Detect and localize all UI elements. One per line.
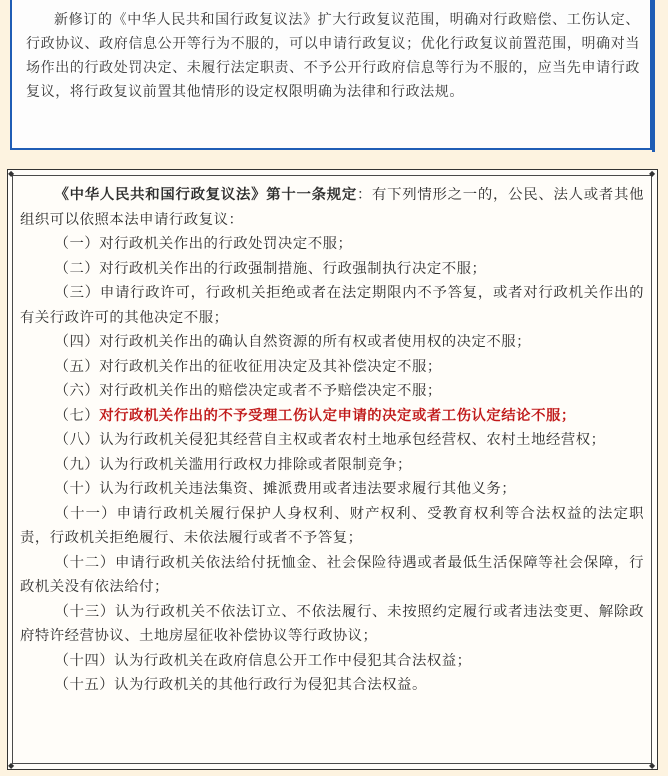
list-item: （九）认为行政机关滥用行政权力排除或者限制竞争； xyxy=(54,456,412,473)
corner-ornament-icon: ◆ xyxy=(8,761,15,770)
summary-paragraph: 新修订的《中华人民共和国行政复议法》扩大行政复议范围，明确对行政赔偿、工伤认定、行政协议、政府信息公开等行为不服的，可以申请行政复议；优化行政复议前置范围，明确对当场作出的行政处罚决定、未履行法定职责、不予公开行政府信息等行为不服的，应当先申请行政复议，将行政复议前置其他情形的设定权限明确为法律和行政法规。 xyxy=(26,12,640,100)
list-item: （十一）申请行政机关履行保护人身权利、财产权利、受教育权利等合法权益的法定职责，行政机关拒绝履行、未依法履行或者不予答复； xyxy=(20,505,644,546)
list-item: （十四）认为行政机关在政府信息公开工作中侵犯其合法权益； xyxy=(54,652,472,669)
list-item: （八）认为行政机关侵犯其经营自主权或者农村土地承包经营权、农村土地经营权； xyxy=(54,432,606,448)
list-item: （十）认为行政机关违法集资、摊派费用或者违法要求履行其他义务； xyxy=(54,481,517,497)
list-item: （五）对行政机关作出的征收征用决定及其补偿决定不服； xyxy=(54,358,442,375)
corner-ornament-icon: ◆ xyxy=(8,169,15,178)
list-item: （二）对行政机关作出的行政强制措施、行政强制执行决定不服； xyxy=(54,260,487,277)
list-item: （六）对行政机关作出的赔偿决定或者不予赔偿决定不服； xyxy=(54,383,442,399)
summary-box-accent xyxy=(652,0,655,152)
list-item: （四）对行政机关作出的确认自然资源的所有权或者使用权的决定不服； xyxy=(54,334,532,350)
list-item: （一）对行政机关作出的行政处罚决定不服； xyxy=(54,236,353,252)
list-item: （十五）认为行政机关的其他行政行为侵犯其合法权益。 xyxy=(54,677,427,693)
corner-ornament-icon: ◆ xyxy=(649,169,656,178)
article-content xyxy=(20,183,644,698)
law-title: 《中华人民共和国行政复议法》第十一条规定 xyxy=(54,187,357,203)
corner-ornament-icon: ◆ xyxy=(649,761,656,770)
summary-box xyxy=(10,0,652,150)
list-item: （十三）认为行政机关不依法订立、不依法履行、未按照约定履行或者违法变更、解除政府特许经营协议、土地房屋征收补偿协议等行政协议； xyxy=(20,603,644,644)
list-item-highlighted: （七）对行政机关作出的不予受理工伤认定申请的决定或者工伤认定结论不服； xyxy=(54,407,576,424)
list-item: （三）申请行政许可，行政机关拒绝或者在法定期限内不予答复，或者对行政机关作出的有关行政许可的其他决定不服； xyxy=(20,285,644,326)
article-intro xyxy=(20,183,644,232)
intro-text: ：有下列情形之一的，公民、法人或者其他组织可以依照本法申请行政复议： xyxy=(20,187,644,228)
list-item: （十二）申请行政机关依法给付抚恤金、社会保险待遇或者最低生活保障等社会保障，行政机关没有依法给付； xyxy=(20,554,644,595)
